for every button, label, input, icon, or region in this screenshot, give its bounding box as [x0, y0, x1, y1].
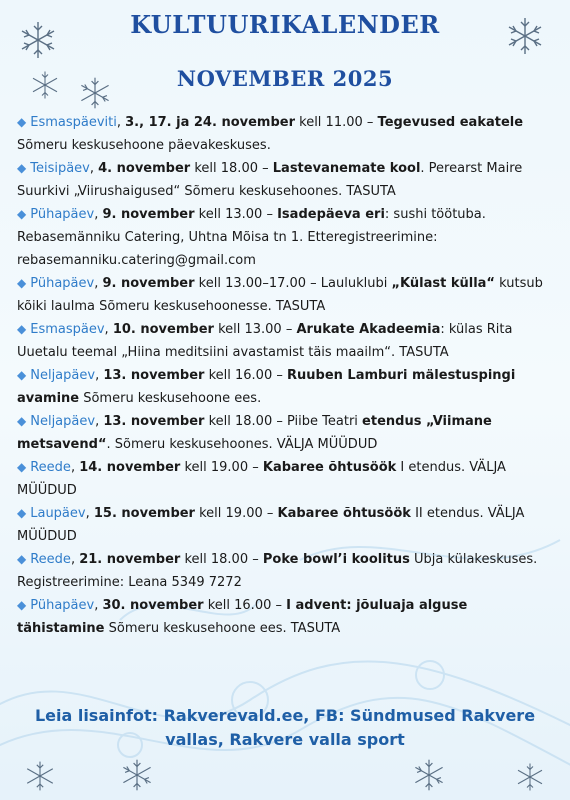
event-name: Lastevanemate kool	[272, 161, 421, 176]
event-name: Tegevused eakatele	[377, 115, 524, 130]
event-details: . Perearst Maire Suurkivi „Viirushaigused“ Sõmeru keskusehoones. TASUTA	[17, 161, 523, 199]
event-details: Sõmeru keskusehoone päevakeskuses.	[17, 138, 271, 153]
event-separator: ,	[104, 322, 113, 337]
event-time: kell 13.00 –	[213, 322, 297, 337]
event-day: Esmaspäeviti	[30, 115, 117, 130]
event-item	[17, 548, 557, 594]
snowflake-icon	[24, 760, 56, 792]
event-name: Arukate Akadeemia	[296, 322, 441, 337]
event-separator: ,	[94, 276, 103, 291]
footer-info	[0, 704, 570, 752]
event-item	[17, 502, 557, 548]
diamond-bullet-icon: ◆	[17, 414, 27, 428]
event-time: kell 18.00 –	[180, 552, 263, 567]
event-details: . Sõmeru keskusehoones. VÄLJA MÜÜDUD	[106, 437, 378, 452]
event-date: 30. november	[102, 598, 204, 613]
event-separator: ,	[95, 368, 104, 383]
event-day: Esmaspäev	[30, 322, 105, 337]
event-name: I advent: jõuluaja alguse tähistamine	[17, 598, 468, 636]
event-day: Pühapäev	[30, 598, 95, 613]
event-time: kell 16.00 –	[203, 598, 287, 613]
diamond-bullet-icon: ◆	[17, 506, 27, 520]
diamond-bullet-icon: ◆	[17, 276, 27, 290]
event-name: etendus „Viimane metsavend“	[17, 414, 492, 452]
event-date: 9. november	[102, 207, 195, 222]
event-time: kell 18.00 – Piibe Teatri	[204, 414, 363, 429]
event-time: kell 13.00 –	[194, 207, 278, 222]
event-date: 13. november	[103, 414, 205, 429]
diamond-bullet-icon: ◆	[17, 598, 27, 612]
event-list	[17, 111, 557, 640]
event-separator: ,	[94, 207, 103, 222]
event-date: 21. november	[79, 552, 181, 567]
event-item	[17, 456, 557, 502]
event-date: 4. november	[98, 161, 191, 176]
event-name: Kabaree õhtusöök	[262, 460, 397, 475]
event-separator: ,	[116, 115, 126, 130]
event-day: Reede	[30, 552, 71, 567]
diamond-bullet-icon: ◆	[17, 368, 27, 382]
event-date: 9. november	[102, 276, 195, 291]
event-details: : sushi töötuba. Rebasemänniku Catering, Uhtna Mõisa tn 1. Etteregistreerimine: rebasemanniku.catering@gmail.com	[17, 207, 486, 268]
event-day: Teisipäev	[30, 161, 90, 176]
event-item	[17, 364, 557, 410]
event-details: II etendus. VÄLJA MÜÜDUD	[17, 506, 525, 544]
event-date: 13. november	[103, 368, 205, 383]
page-title: KULTUURIKALENDER	[130, 10, 440, 39]
event-item	[17, 272, 557, 318]
diamond-bullet-icon: ◆	[17, 161, 27, 175]
event-details: Ubja külakeskuses. Registreerimine: Leana 5349 7272	[17, 552, 538, 590]
event-details: Sõmeru keskusehoone ees.	[79, 391, 262, 406]
footer-line: Leia lisainfot: Rakverevald.ee, FB: Sündmused Rakvere	[34, 706, 536, 725]
event-day: Pühapäev	[30, 276, 95, 291]
diamond-bullet-icon: ◆	[17, 115, 27, 129]
event-date: 10. november	[112, 322, 214, 337]
diamond-bullet-icon: ◆	[17, 460, 27, 474]
event-name: Ruuben Lamburi mälestuspingi avamine	[17, 368, 516, 406]
event-separator: ,	[70, 552, 80, 567]
footer-line: vallas, Rakvere valla sport	[165, 730, 405, 749]
event-item	[17, 111, 557, 157]
event-item	[17, 410, 557, 456]
diamond-bullet-icon: ◆	[17, 207, 27, 221]
event-time: kell 13.00–17.00 – Lauluklubi	[194, 276, 392, 291]
event-separator: ,	[94, 598, 103, 613]
event-details: : külas Rita Uuetalu teemal „Hiina meditsiini avastamist täis maailm“. TASUTA	[17, 322, 513, 360]
event-date: 3., 17. ja 24. november	[125, 115, 295, 130]
diamond-bullet-icon: ◆	[17, 322, 27, 336]
event-day: Pühapäev	[30, 207, 95, 222]
event-day: Neljapäev	[30, 414, 96, 429]
event-item	[17, 203, 557, 272]
event-name: Isadepäeva eri	[277, 207, 385, 222]
snowflake-icon	[412, 758, 446, 792]
event-day: Laupäev	[30, 506, 86, 521]
event-day: Reede	[30, 460, 71, 475]
event-item	[17, 318, 557, 364]
event-name: Poke bowl’i koolitus	[262, 552, 410, 567]
event-time: kell 11.00 –	[295, 115, 378, 130]
event-separator: ,	[95, 414, 104, 429]
event-name: Kabaree õhtusöök	[277, 506, 411, 521]
event-time: kell 19.00 –	[194, 506, 278, 521]
diamond-bullet-icon: ◆	[17, 552, 27, 566]
page-subtitle: NOVEMBER 2025	[176, 66, 394, 91]
event-separator: ,	[85, 506, 94, 521]
event-time: kell 18.00 –	[190, 161, 273, 176]
event-details: I etendus. VÄLJA MÜÜDUD	[17, 460, 506, 498]
event-time: kell 16.00 –	[204, 368, 287, 383]
event-item	[17, 157, 557, 203]
event-separator: ,	[89, 161, 99, 176]
event-item	[17, 594, 557, 640]
event-separator: ,	[70, 460, 80, 475]
event-details: kutsub kõiki laulma Sõmeru keskusehoonesse. TASUTA	[17, 276, 543, 314]
snowflake-icon	[515, 762, 545, 792]
event-name: „Külast külla“	[391, 276, 495, 291]
event-day: Neljapäev	[30, 368, 96, 383]
event-date: 15. november	[93, 506, 195, 521]
event-date: 14. november	[79, 460, 181, 475]
snowflake-icon	[120, 758, 154, 792]
event-time: kell 19.00 –	[180, 460, 263, 475]
event-details: Sõmeru keskusehoone ees. TASUTA	[104, 621, 341, 636]
